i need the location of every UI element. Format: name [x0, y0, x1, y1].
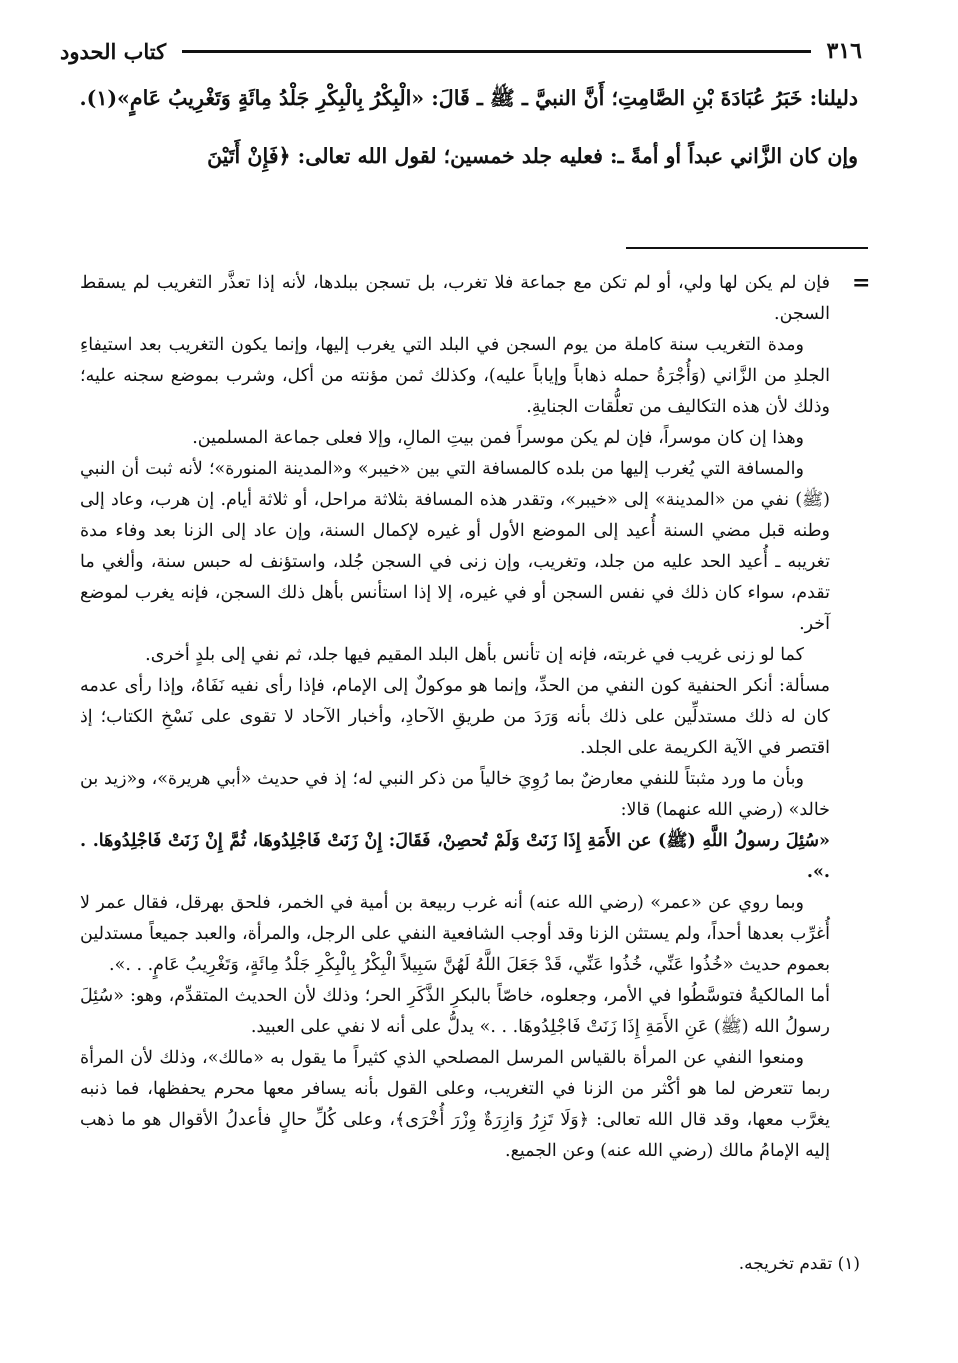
- commentary-block: [80, 268, 830, 1167]
- hadith-quote: «سُئِلَ رسولُ اللَّهِ (ﷺ) عن الأَمَةِ إِذَا زَنَتْ وَلَمْ تُحصِنْ، فَقَالَ: إِنْ زَنَتْ فَاجْلِدُوهَا، ثُمَّ إِنْ زَنَتْ فَاجْلِدُوهَا. . .».: [80, 831, 830, 882]
- commentary-paragraph: ومنعوا النفي عن المرأة بالقياس المرسل المصلحي الذي كثيراً ما يقول به «مالك»، وذلك لأن المرأة ربما تتعرض لما هو أكْثر من الزنا في التغريب، وعلى القول بأنه يسافر معها محرم يحفظها، فما ذنبه يغرَّب معها، وقد قال الله تعالى: ﴿وَلَا تَزِرُ وَازِرَةٌ وِزْرَ أُخْرَى﴾، وعلى كُلِّ حالٍ فأعدلُ الأقوال هو ما ذهب إليه الإمامُ مالك (رضي الله عنه) وعن الجميع.: [80, 1048, 830, 1161]
- commentary-paragraph: وهذا إن كان موسراً، فإن لم يكن موسراً فمن بيتِ المالِ، وإلا فعلى جماعة المسلمين.: [192, 428, 804, 448]
- commentary-paragraph: وبما روي عن «عمر» (رضي الله عنه) أنه غرب ربيعة بن أمية في الخمر، فلحق بهرقل، فقال عمر لا أُغرِّب بعدها أحداً، ولم يستثن الزنا وقد أوجب الشافعية النفي على الرجل، والمرأة، والعبد جميعاً مستدلين بعموم حديث «خُذُوا عَنِّي، خُذُوا عَنِّي، قَدْ جَعَلَ اللَّهُ لَهُنَّ سَبِيلاً الْبِكْرُ بِالْبِكْرِ جَلْدُ مِائَةٍ، وَتَغْرِيبُ عَامٍ. . .».: [80, 893, 830, 975]
- commentary-paragraph: كما لو زنى غريب في غربته، فإنه إن تأنس بأهل البلد المقيم فيها جلد، ثم نفي إلى بلدٍ أخرى.: [145, 645, 804, 665]
- commentary-paragraph: أما المالكيةُ فتوسَّطُوا في الأمر، وجعلوه، خاصّاً بالبكرِ الذَّكَرِ الحر؛ وذلك لأن الحديث المتقدِّم، وهو: «سُئِلَ رسولُ الله (ﷺ) عَنِ الأَمَةِ إِذَا زَنَتْ فَاجْلِدُوهَا. . .» يدلُّ على أنه لا نفي على العبيد.: [80, 986, 830, 1037]
- running-header: [60, 36, 862, 66]
- commentary-paragraph: فإن لم يكن لها ولي، أو لم تكن مع جماعة فلا تغرب، بل تسجن ببلدها، لأنه إذا تعذَّر التغريب لم يسقط السجن.: [80, 273, 830, 324]
- main-paragraph: دليلنا: خَبَرُ عُبَادَةَ بْنِ الصَّامِتِ؛ أَنَّ النبيَّ ـ ﷺ ـ قَالَ: «الْبِكْرُ بِالْبِكْرِ جَلْدُ مِائَةٍ وَتَغْرِيبُ عَامٍ»(١).: [79, 86, 858, 110]
- footnote-separator: [626, 247, 868, 249]
- book-title: كتاب الحدود: [60, 38, 167, 64]
- continuation-mark: =: [852, 270, 871, 296]
- main-text: [60, 78, 858, 194]
- page-number: ٣١٦: [826, 38, 862, 64]
- commentary-paragraph: وبأن ما ورد مثبتاً للنفي معارضٌ بما رُوِيَ خالياً من ذكر النبي له؛ إذ في حديث «أبي هريرة»، و«زيد بن خالد» (رضي الله عنهما) قالا:: [80, 769, 830, 820]
- commentary-paragraph: مسألة: أنكر الحنفية كون النفي من الحدِّ، وإنما هو موكولٌ إلى الإمام، فإذا رأى نفيه نَفَاهُ، وإذا رأى عدمه كان له ذلك مستدلِّين على ذلك بأنه وَرَدَ من طريقِ الآحادِ، وأخبار الآحاد لا تقوى على نَسْخِ الكتاب؛ إذ اقتصر في الآية الكريمة على الجلد.: [80, 676, 830, 758]
- commentary-paragraph: ومدة التغريب سنة كاملة من يوم السجن في البلد التي يغرب إليها، وإنما يكون التغريب بعد استيفاءِ الجلدِ من الزَّاني (وَأُجْرَةُ حمله ذهاباً وإياباً عليه)، وكذلك ثمن مؤنته من أكل، وشرب بموضع سجنه عليه؛ وذلك لأن هذه التكاليف من تعلُّقات الجنايةِ.: [80, 335, 830, 417]
- commentary-paragraph: والمسافة التي يُغرب إليها من بلده كالمسافة التي بين «خيبر» و«المدينة المنورة»؛ لأنه ثبت أن النبي (ﷺ) نفي من «المدينة» إلى «خيبر»، وتقدر هذه المسافة بثلاثة مراحل، أو ثلاثة أيام. إن هرب، وعاد إلى وطنه قبل مضي السنة أُعيد إلى الموضع الأول أو غيره لإكمال السنة، وإن عاد إلى الزنا بعد وفاء مدة تغريبه ـ أُعيد الحد عليه من جلد، وتغريب، وإن زنى في السجن جُلد، واستؤنف له حبس سنة، وألغي ما تقدم، سواء كان ذلك في نفس السجن أو في غيره، إلا إذا استأنس بأهل ذلك السجن، فإنه يغرب لموضع آخر.: [80, 459, 830, 634]
- header-rule: [182, 50, 810, 53]
- footnote: (١) تقدم تخريجه.: [738, 1254, 860, 1274]
- main-paragraph: وإن كان الزَّاني عبداً أو أمةً ـ: فعليه جلد خمسين؛ لقول الله تعالى: ﴿فَإِنْ أَتَيْنَ: [207, 144, 858, 168]
